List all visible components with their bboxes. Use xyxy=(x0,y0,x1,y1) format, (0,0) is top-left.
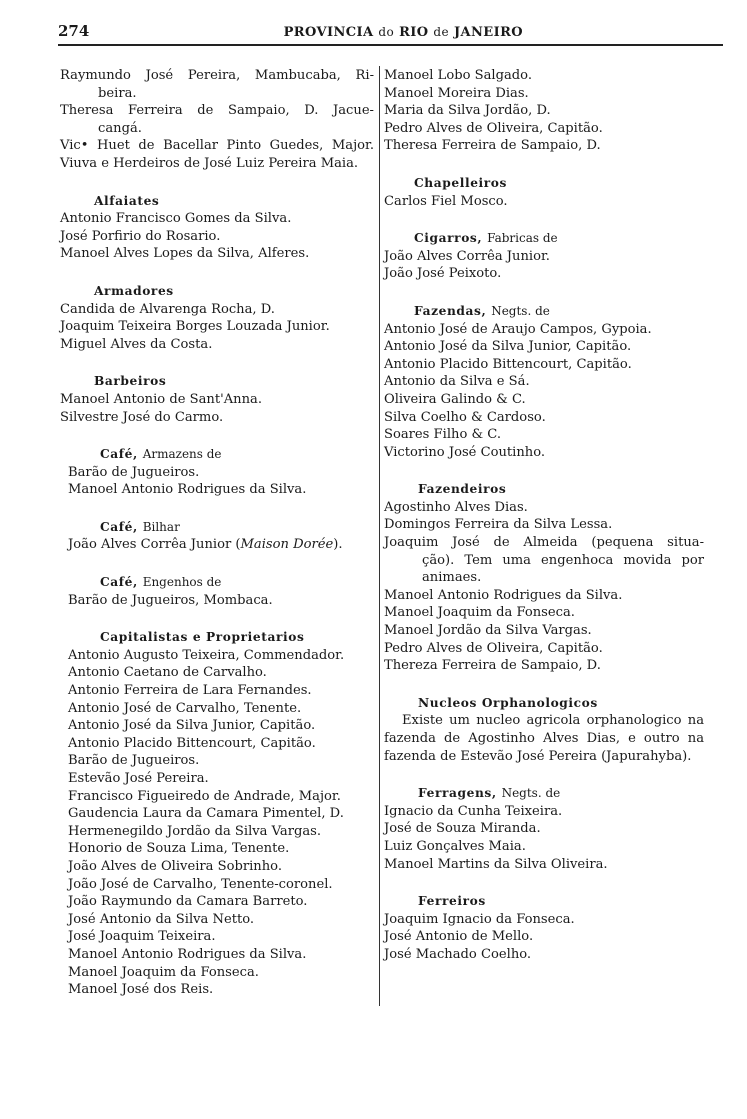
entry: José Antonio da Silva Netto. xyxy=(68,911,255,927)
entry: Joaquim Teixeira Borges Louzada Junior. xyxy=(60,319,330,335)
entry: Raymundo José Pereira, Mambucaba, Ri- xyxy=(60,68,374,83)
spacer xyxy=(384,155,704,175)
entry: José Joaquim Teixeira. xyxy=(68,929,216,945)
entry: Barão de Jugueiros. xyxy=(68,464,200,480)
entry: Antonio da Silva e Sá. xyxy=(384,374,530,390)
heading-sub: Fabricas de xyxy=(487,231,558,246)
entry: Maria da Silva Jordão, D. xyxy=(384,103,551,119)
entry: Estevão José Pereira. xyxy=(68,771,209,786)
heading-main: Cigarros, xyxy=(414,231,483,246)
entry: João Raymundo da Camara Barreto. xyxy=(68,894,308,910)
entry-continuation: ção). Tem uma engenhoca movida por xyxy=(422,552,704,568)
entry: Luiz Gonçalves Maia. xyxy=(384,838,526,854)
spacer xyxy=(60,173,374,193)
entry: Manoel Joaquim da Fonseca. xyxy=(384,605,575,621)
paragraph: Existe um nucleo agricola orphanologico na fazenda de Agostinho Alves Dias, e outro na fazenda de Estevão José Pereira (Japurahyba). xyxy=(384,713,704,764)
heading-sub: Engenhos de xyxy=(142,575,222,590)
entry: Theresa Ferreira de Sampaio, D. Jacue- xyxy=(60,103,374,119)
entry-text: João Alves Corrêa Junior ( xyxy=(68,537,241,553)
heading-main: Café, xyxy=(100,447,138,462)
entry: Manoel Antonio de Sant'Anna. xyxy=(60,391,262,407)
title-word: do xyxy=(378,25,395,39)
entry-italic: Maison Dorée xyxy=(240,537,334,553)
left-column xyxy=(60,67,374,999)
entry: Thereza Ferreira de Sampaio, D. xyxy=(384,658,601,674)
section-heading: Fazendeiros xyxy=(418,482,507,497)
entry: Honorio de Souza Lima, Tenente. xyxy=(68,841,290,857)
spacer xyxy=(384,675,704,695)
entry: Manoel Antonio Rodrigues da Silva. xyxy=(384,587,623,603)
section-heading: Nucleos Orphanologicos xyxy=(418,695,598,710)
section-heading: Barbeiros xyxy=(94,374,167,389)
entry: João Alves de Oliveira Sobrinho. xyxy=(68,858,282,874)
entry: Antonio José da Silva Junior, Capitão. xyxy=(384,339,632,355)
entry: Pedro Alves de Oliveira, Capitão. xyxy=(384,640,603,656)
entry: Manoel José dos Reis. xyxy=(68,982,214,998)
section-heading xyxy=(384,303,704,321)
entry: Antonio Ferreira de Lara Fernandes. xyxy=(68,683,312,699)
entry: Manoel Martins da Silva Oliveira. xyxy=(384,856,608,872)
entry-continuation: cangá. xyxy=(98,120,142,136)
spacer xyxy=(60,609,374,629)
entry-text: ). xyxy=(333,537,343,553)
spacer xyxy=(384,461,704,481)
entry: Vic• Huet de Bacellar Pinto Guedes, Major. xyxy=(60,138,374,154)
entry: Antonio Placido Bittencourt, Capitão. xyxy=(68,735,316,751)
entry: Soares Filho & C. xyxy=(384,427,502,443)
entry: João José de Carvalho, Tenente-coronel. xyxy=(68,876,333,892)
section-heading xyxy=(60,574,374,592)
entry: Manoel Joaquim da Fonseca. xyxy=(68,964,259,980)
heading-sub: Negts. de xyxy=(501,786,561,801)
entry: Viuva e Herdeiros de José Luiz Pereira Maia. xyxy=(60,155,359,171)
section-heading: Ferreiros xyxy=(418,894,486,909)
entry: Manoel Antonio Rodrigues da Silva. xyxy=(68,482,307,498)
section-heading: Chapelleiros xyxy=(414,175,507,190)
heading-sub: Bilhar xyxy=(142,519,180,534)
entry: Pedro Alves de Oliveira, Capitão. xyxy=(384,120,603,136)
entry: João José Peixoto. xyxy=(384,266,502,282)
entry: Antonio Augusto Teixeira, Commendador. xyxy=(68,647,345,663)
entry: Antonio José de Araujo Campos, Gypoia. xyxy=(384,321,652,337)
heading-main: Ferragens, xyxy=(418,786,497,801)
header-rule xyxy=(58,44,723,46)
entry: Manoel Alves Lopes da Silva, Alferes. xyxy=(60,246,310,262)
section-heading xyxy=(384,230,704,248)
entry: Antonio Placido Bittencourt, Capitão. xyxy=(384,356,632,372)
entry: Oliveira Galindo & C. xyxy=(384,391,526,407)
section-heading xyxy=(60,519,374,537)
spacer xyxy=(384,210,704,230)
entry: Antonio Francisco Gomes da Silva. xyxy=(60,211,292,227)
right-column xyxy=(384,67,704,964)
title-word: JANEIRO xyxy=(453,25,523,40)
spacer xyxy=(60,499,374,519)
section-heading: Alfaiates xyxy=(94,193,160,208)
title-word: RIO xyxy=(399,25,429,40)
section-heading: Armadores xyxy=(94,283,174,298)
section-heading: Capitalistas e Proprietarios xyxy=(100,630,305,645)
entry: Agostinho Alves Dias. xyxy=(384,499,528,515)
heading-sub: Negts. de xyxy=(491,303,550,318)
spacer xyxy=(60,426,374,446)
heading-main: Café, xyxy=(100,519,138,534)
entry: Barão de Jugueiros, Mombaca. xyxy=(68,592,273,608)
title-word: de xyxy=(433,25,450,39)
entry: Antonio José da Silva Junior, Capitão. xyxy=(68,718,316,734)
entry: Antonio Caetano de Carvalho. xyxy=(68,665,267,681)
heading-main: Fazendas, xyxy=(414,303,487,318)
running-header xyxy=(58,22,673,42)
entry: Manoel Antonio Rodrigues da Silva. xyxy=(68,946,307,962)
entry: Antonio José de Carvalho, Tenente. xyxy=(68,700,302,716)
heading-main: Café, xyxy=(100,575,138,590)
title-word: PROVINCIA xyxy=(283,25,374,40)
spacer xyxy=(384,283,704,303)
entry: Candida de Alvarenga Rocha, D. xyxy=(60,301,275,317)
entry: Joaquim Ignacio da Fonseca. xyxy=(384,911,575,927)
spacer xyxy=(384,873,704,893)
entry: Domingos Ferreira da Silva Lessa. xyxy=(384,517,613,533)
entry: Silva Coelho & Cardoso. xyxy=(384,409,546,425)
entry: Joaquim José de Almeida (pequena situa- xyxy=(384,535,704,551)
running-title xyxy=(284,25,523,40)
spacer xyxy=(60,263,374,283)
entry-continuation: beira. xyxy=(98,85,137,101)
page-number: 274 xyxy=(58,22,90,40)
spacer xyxy=(60,353,374,373)
entry: João Alves Corrêa Junior. xyxy=(384,248,550,264)
entry: Manoel Moreira Dias. xyxy=(384,85,529,101)
section-heading xyxy=(60,446,374,464)
entry: Manoel Lobo Salgado. xyxy=(384,68,532,83)
entry: José Porfirio do Rosario. xyxy=(60,228,221,244)
section-heading xyxy=(384,785,704,803)
entry xyxy=(60,536,374,554)
entry: Carlos Fiel Mosco. xyxy=(384,193,508,209)
entry: Gaudencia Laura da Camara Pimentel, D. xyxy=(68,806,344,822)
spacer xyxy=(384,765,704,785)
entry: Barão de Jugueiros. xyxy=(68,753,200,769)
entry: Francisco Figueiredo de Andrade, Major. xyxy=(68,788,341,804)
entry: Manoel Jordão da Silva Vargas. xyxy=(384,623,592,639)
entry: José Antonio de Mello. xyxy=(384,929,534,945)
entry: Theresa Ferreira de Sampaio, D. xyxy=(384,138,601,154)
entry-continuation: animaes. xyxy=(422,570,482,586)
entry: Miguel Alves da Costa. xyxy=(60,336,213,352)
entry: José Machado Coelho. xyxy=(384,946,532,962)
column-divider xyxy=(379,66,380,1006)
entry: Hermenegildo Jordão da Silva Vargas. xyxy=(68,823,322,839)
entry: Ignacio da Cunha Teixeira. xyxy=(384,803,563,819)
entry: Silvestre José do Carmo. xyxy=(60,409,224,425)
heading-sub: Armazens de xyxy=(142,447,222,462)
spacer xyxy=(60,554,374,574)
entry: José de Souza Miranda. xyxy=(384,821,541,837)
entry: Victorino José Coutinho. xyxy=(384,444,546,460)
